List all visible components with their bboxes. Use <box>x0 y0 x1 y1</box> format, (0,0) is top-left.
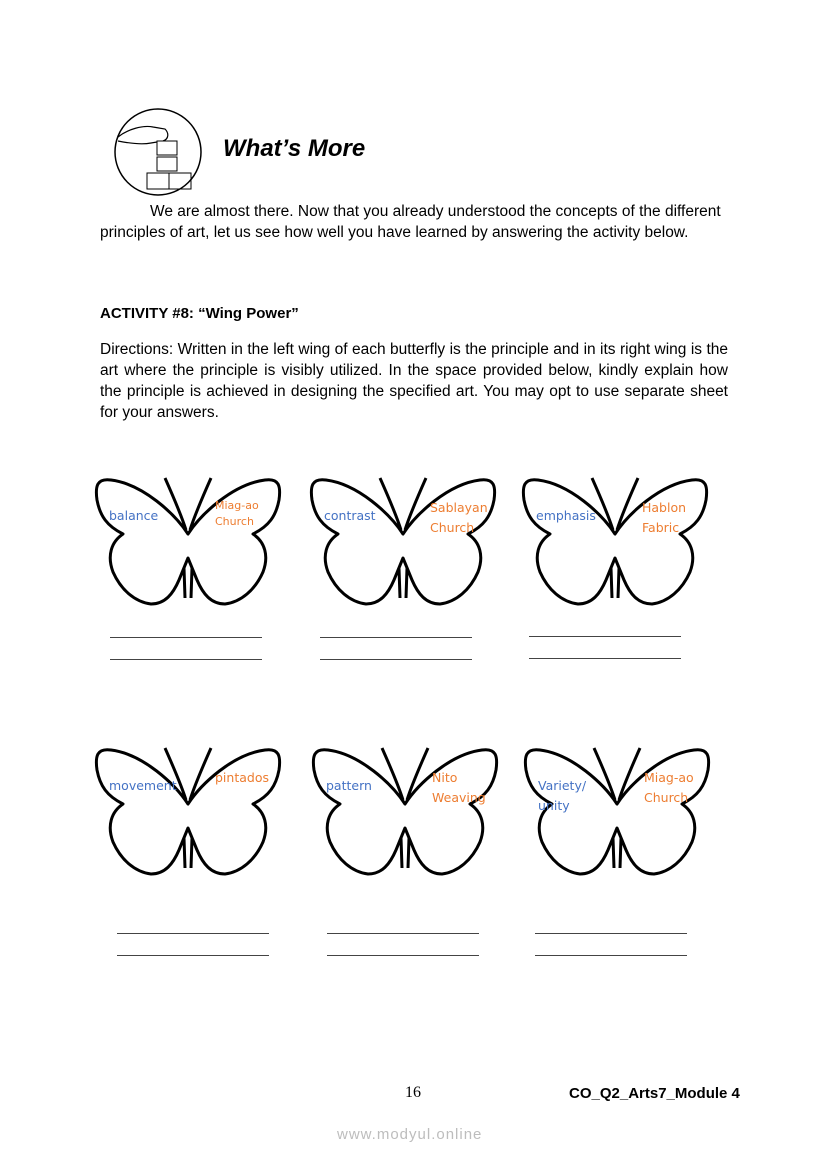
page-number: 16 <box>405 1084 421 1101</box>
answer-line[interactable] <box>320 637 472 638</box>
hand-stacking-blocks-icon <box>113 107 203 197</box>
art-label: Nito Weaving <box>432 770 486 805</box>
butterfly-outline-icon <box>93 472 283 612</box>
answer-line[interactable] <box>320 659 472 660</box>
principle-label: movement <box>109 778 177 793</box>
section-title: What’s More <box>223 135 366 162</box>
activity-title: ACTIVITY #8: “Wing Power” <box>100 305 299 322</box>
butterfly-outline-icon <box>520 472 710 612</box>
butterfly <box>93 742 283 882</box>
answer-line[interactable] <box>110 659 262 660</box>
art-label: Miag-ao Church <box>215 499 259 528</box>
art-label: Miag-ao Church <box>644 770 694 805</box>
art-label: Sablayan Church <box>430 500 488 535</box>
directions-paragraph: Directions: Written in the left wing of each butterfly is the principle and in its right wing is the art where the principle is visibly utilized. In the space provided below, kindly explain how the principle is achieved in designing the specified art. You may opt to use separate sheet for your answers. <box>100 341 728 421</box>
butterfly-outline-icon <box>310 742 500 882</box>
intro-paragraph: We are almost there. Now that you already understood the concepts of the different principles of art, let us see how well you have learned by answering the activity below. <box>100 203 721 241</box>
butterfly-outline-icon <box>93 742 283 882</box>
butterfly-outline-icon <box>308 472 498 612</box>
answer-line[interactable] <box>117 955 269 956</box>
art-label: Hablon Fabric <box>642 500 687 535</box>
answer-line[interactable] <box>529 658 681 659</box>
butterfly <box>308 472 498 612</box>
answer-line[interactable] <box>117 933 269 934</box>
principle-label: pattern <box>326 778 372 793</box>
principle-label: contrast <box>324 508 376 523</box>
butterfly <box>93 472 283 612</box>
butterfly <box>520 472 710 612</box>
answer-line[interactable] <box>327 933 479 934</box>
butterfly <box>310 742 500 882</box>
answer-line[interactable] <box>110 637 262 638</box>
principle-label: Variety/ unity <box>538 778 587 813</box>
principle-label: balance <box>109 508 159 523</box>
answer-line[interactable] <box>529 636 681 637</box>
answer-line[interactable] <box>535 955 687 956</box>
watermark: www.modyul.online <box>337 1126 483 1143</box>
art-label: pintados <box>215 770 269 785</box>
answer-line[interactable] <box>327 955 479 956</box>
module-code: CO_Q2_Arts7_Module 4 <box>569 1085 740 1102</box>
butterfly <box>522 742 712 882</box>
answer-line[interactable] <box>535 933 687 934</box>
principle-label: emphasis <box>536 508 596 523</box>
